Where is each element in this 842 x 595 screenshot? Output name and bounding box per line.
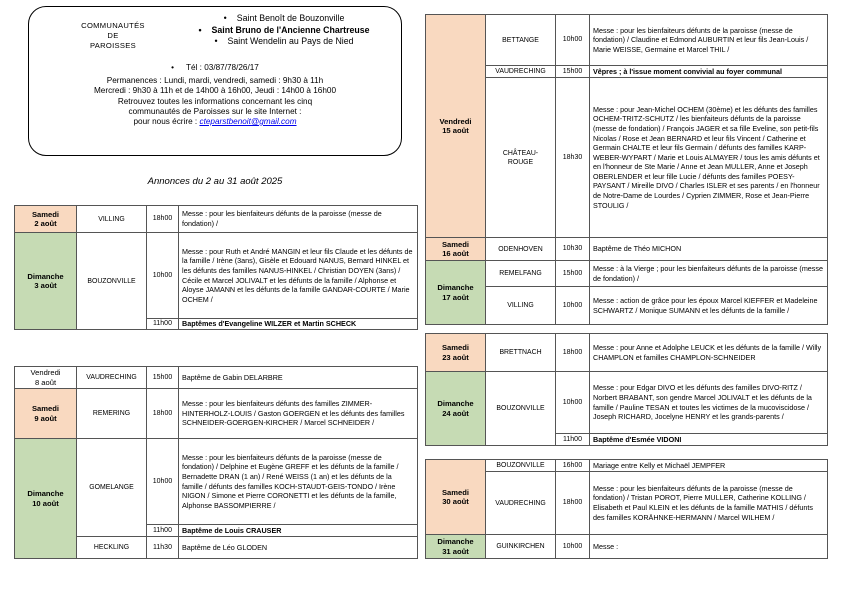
day-cell: Samedi 9 août <box>15 389 77 439</box>
description-cell: Messe : pour Jean-Michel OCHEM (30ème) et les défunts des familles OCHEM-TRITZ-SCHUTZ / les bienfaiteurs défunts de la paroisse (messe de fondation) / François JAGER et sa fille Eveline, son petit-fils Nicolas / Rose et Jean BERNARD et leur fils Vincent / Catherine et Germain CHALTE et leur fils Germain / défunts des familles KARP-WEBER-WYPART / Marie et Louis ALMAYER / tous les amis défunts et en l'honneur de Ste Marie / Anne et Jean MULLER, Anne et Joseph OBERLENDER et leur fille Lucie / défunts des familles POESY-PAYSANT / Mireille DIVO / Charles ISLER et ses parents / en l'honneur de Notre-Dame de Lourdes / Cyprien ZIMMER, Rose et Jean-Pierre STOULIG / <box>590 78 828 238</box>
description-cell: Messe : pour Anne et Adolphe LEUCK et les défunts de la famille / Willy CHAMPLON et familles CHAMPLON-SCHNEIDER <box>590 334 828 372</box>
day-cell: Samedi 16 août <box>426 238 486 261</box>
day-cell: Samedi 2 août <box>15 206 77 233</box>
table-row <box>426 535 828 559</box>
description-cell: Baptême de Louis CRAUSER <box>179 525 418 537</box>
email-link[interactable]: cteparstbenoit@gmail.com <box>199 117 297 127</box>
schedule-table-2 <box>14 366 418 559</box>
location-cell: VAUDRECHING <box>486 472 556 535</box>
day-cell: Vendredi 15 août <box>426 15 486 238</box>
time-cell: 10h00 <box>556 535 590 559</box>
location-cell: ODENHOVEN <box>486 238 556 261</box>
day-cell: Samedi 30 août <box>426 460 486 535</box>
location-cell: VAUDRECHING <box>77 367 147 389</box>
schedule-table-4 <box>425 333 828 446</box>
table-row <box>15 439 418 525</box>
table-row <box>426 334 828 372</box>
table-row <box>15 367 418 389</box>
location-cell: REMERING <box>77 389 147 439</box>
location-cell: BOUZONVILLE <box>486 460 556 472</box>
time-cell: 15h00 <box>147 367 179 389</box>
table-row <box>426 460 828 472</box>
day-cell: Dimanche 31 août <box>426 535 486 559</box>
time-cell: 10h00 <box>147 439 179 525</box>
time-cell: 10h30 <box>556 238 590 261</box>
time-cell: 18h00 <box>147 206 179 233</box>
schedule-table-1 <box>14 205 418 330</box>
description-cell: Messe : pour Ruth et André MANGIN et leur fils Claude et les défunts de la famille / Irène (3ans), Gisèle et Edouard NANUS, Bernard HINKEL et les défunts des familles NANUS-HINKEL / Christian DOYEN (3ans) / Cécile et Marcel JOLIVALT et les défunts de la famille / Alphonse et Aloyse JAMANN et les défunts de la famille GANDAR-COURTE / Marie OCHEM / <box>179 233 418 319</box>
description-cell: Messe : à la Vierge ; pour les bienfaiteurs défunts de la paroisse (messe de fondation) / <box>590 261 828 287</box>
day-cell: Dimanche 24 août <box>426 372 486 446</box>
description-cell: Baptême de Léo GLODEN <box>179 537 418 559</box>
location-cell: GUINKIRCHEN <box>486 535 556 559</box>
location-cell: GOMELANGE <box>77 439 147 537</box>
description-cell: Baptêmes d'Evangeline WILZER et Martin SCHECK <box>179 319 418 330</box>
time-cell: 10h00 <box>556 287 590 325</box>
day-cell: Dimanche 17 août <box>426 261 486 325</box>
location-cell: BOUZONVILLE <box>77 233 147 330</box>
header-box <box>28 6 402 156</box>
description-cell: Baptême de Gabin DELARBRE <box>179 367 418 389</box>
description-cell: Messe : pour les bienfaiteurs défunts de la paroisse (messe de fondation) / Claudine et Edmond AUBURTIN et leur fils Jean-Louis / Marie WEISSE, Germaine et Marcel THIL / <box>590 15 828 66</box>
description-cell: Messe : action de grâce pour les époux Marcel KIEFFER et Madeleine SCHWARTZ / Monique SUMANN et les défunts de la famille / <box>590 287 828 325</box>
description-cell: Messe : pour Edgar DIVO et les défunts des familles DIVO-RITZ / Norbert BRABANT, son gendre Marcel JOLIVALT et les défunts de la famille / Pauline TESAN et toutes les victimes de la mucoviscidose / Joseph RICHARD, Jocelyne HENRY et les grands-parents / <box>590 372 828 434</box>
page-title: Annonces du 2 au 31 août 2025 <box>147 176 283 187</box>
table-row <box>426 78 828 238</box>
location-cell: VAUDRECHING <box>486 66 556 78</box>
time-cell: 11h00 <box>147 525 179 537</box>
time-cell: 15h00 <box>556 261 590 287</box>
description-cell: Messe : pour les bienfaiteurs défunts des familles ZIMMER-HINTERHOLZ-LOUIS / Gaston GOERGEN et les défunts des familles SCHNEIDER-GOERGEN-KIRCHER / Marcel SCHNEIDER / <box>179 389 418 439</box>
table-row <box>15 233 418 319</box>
table-row <box>15 206 418 233</box>
table-row <box>426 287 828 325</box>
schedule-table-5 <box>425 459 828 559</box>
time-cell: 16h00 <box>556 460 590 472</box>
day-cell: Dimanche 10 août <box>15 439 77 559</box>
location-cell: REMELFANG <box>486 261 556 287</box>
table-row <box>426 372 828 434</box>
location-cell: VILLING <box>486 287 556 325</box>
day-cell: Dimanche 3 août <box>15 233 77 330</box>
location-cell: BRETTNACH <box>486 334 556 372</box>
communautes-label: COMMUNAUTÉS DE PAROISSES <box>81 21 145 50</box>
time-cell: 18h00 <box>556 472 590 535</box>
description-cell: Messe : pour les bienfaiteurs défunts de la paroisse (messe de fondation) / <box>179 206 418 233</box>
location-cell: BETTANGE <box>486 15 556 66</box>
table-row <box>426 15 828 66</box>
time-cell: 11h30 <box>147 537 179 559</box>
table-row <box>426 261 828 287</box>
day-cell: Vendredi 8 août <box>15 367 77 389</box>
time-cell: 18h00 <box>147 389 179 439</box>
time-cell: 18h00 <box>556 334 590 372</box>
table-row <box>426 472 828 535</box>
time-cell: 15h00 <box>556 66 590 78</box>
time-cell: 11h00 <box>556 434 590 446</box>
time-cell: 11h00 <box>147 319 179 330</box>
description-cell: Baptême d'Esmée VIDONI <box>590 434 828 446</box>
table-row <box>426 66 828 78</box>
table-row <box>15 389 418 439</box>
time-cell: 10h00 <box>556 15 590 66</box>
paroisses-list: • Saint Benoît de Bouzonville • Saint Bruno de l'Ancienne Chartreuse • Saint Wendelin au Pays de Nied <box>174 13 394 48</box>
day-cell: Samedi 23 août <box>426 334 486 372</box>
description-cell: Vêpres ; à l'issue moment convivial au foyer communal <box>590 66 828 78</box>
contact-info: • Tél : 03/87/78/26/17 Permanences : Lundi, mardi, vendredi, samedi : 9h30 à 11h Mercredi : 9h30 à 11h et de 14h00 à 16h00, Jeudi : 14h00 à 16h00 Retrouvez toutes les informations concernant les cinq communautés de Paroisses sur le site Internet : pour nous écrire : cteparstbenoit@gmail.com <box>29 63 401 127</box>
description-cell: Baptême de Théo MICHON <box>590 238 828 261</box>
description-cell: Messe : pour les bienfaiteurs défunts de la paroisse (messe de fondation) / Delphine et Eugène GREFF et les défunts de la famille / Bernadette DRAN (1 an) / René WEISS (1 an) et les défunts de la famille / défunts des familles KOCH-STAUDT-GEIS-TONDO / Irène NIGON / Simone et Pierre CORONETTI et les défunts de la famille, Alphonse BASSOMPIERRE / <box>179 439 418 525</box>
location-cell: HECKLING <box>77 537 147 559</box>
description-cell: Mariage entre Kelly et Michaël JEMPFER <box>590 460 828 472</box>
time-cell: 10h00 <box>556 372 590 434</box>
time-cell: 10h00 <box>147 233 179 319</box>
location-cell: BOUZONVILLE <box>486 372 556 446</box>
time-cell: 18h30 <box>556 78 590 238</box>
location-cell: CHÂTEAU- ROUGE <box>486 78 556 238</box>
location-cell: VILLING <box>77 206 147 233</box>
description-cell: Messe : <box>590 535 828 559</box>
schedule-table-3 <box>425 14 828 325</box>
description-cell: Messe : pour les bienfaiteurs défunts de la paroisse (messe de fondation) / Tristan POROT, Pierre MULLER, Catherine KOLLING / Elisabeth et Paul KLEIN et les défunts de la famille MATHIS / défunts des familles KORÄHNKE-HERMANN / Marcel WILHEM / <box>590 472 828 535</box>
table-row <box>426 238 828 261</box>
